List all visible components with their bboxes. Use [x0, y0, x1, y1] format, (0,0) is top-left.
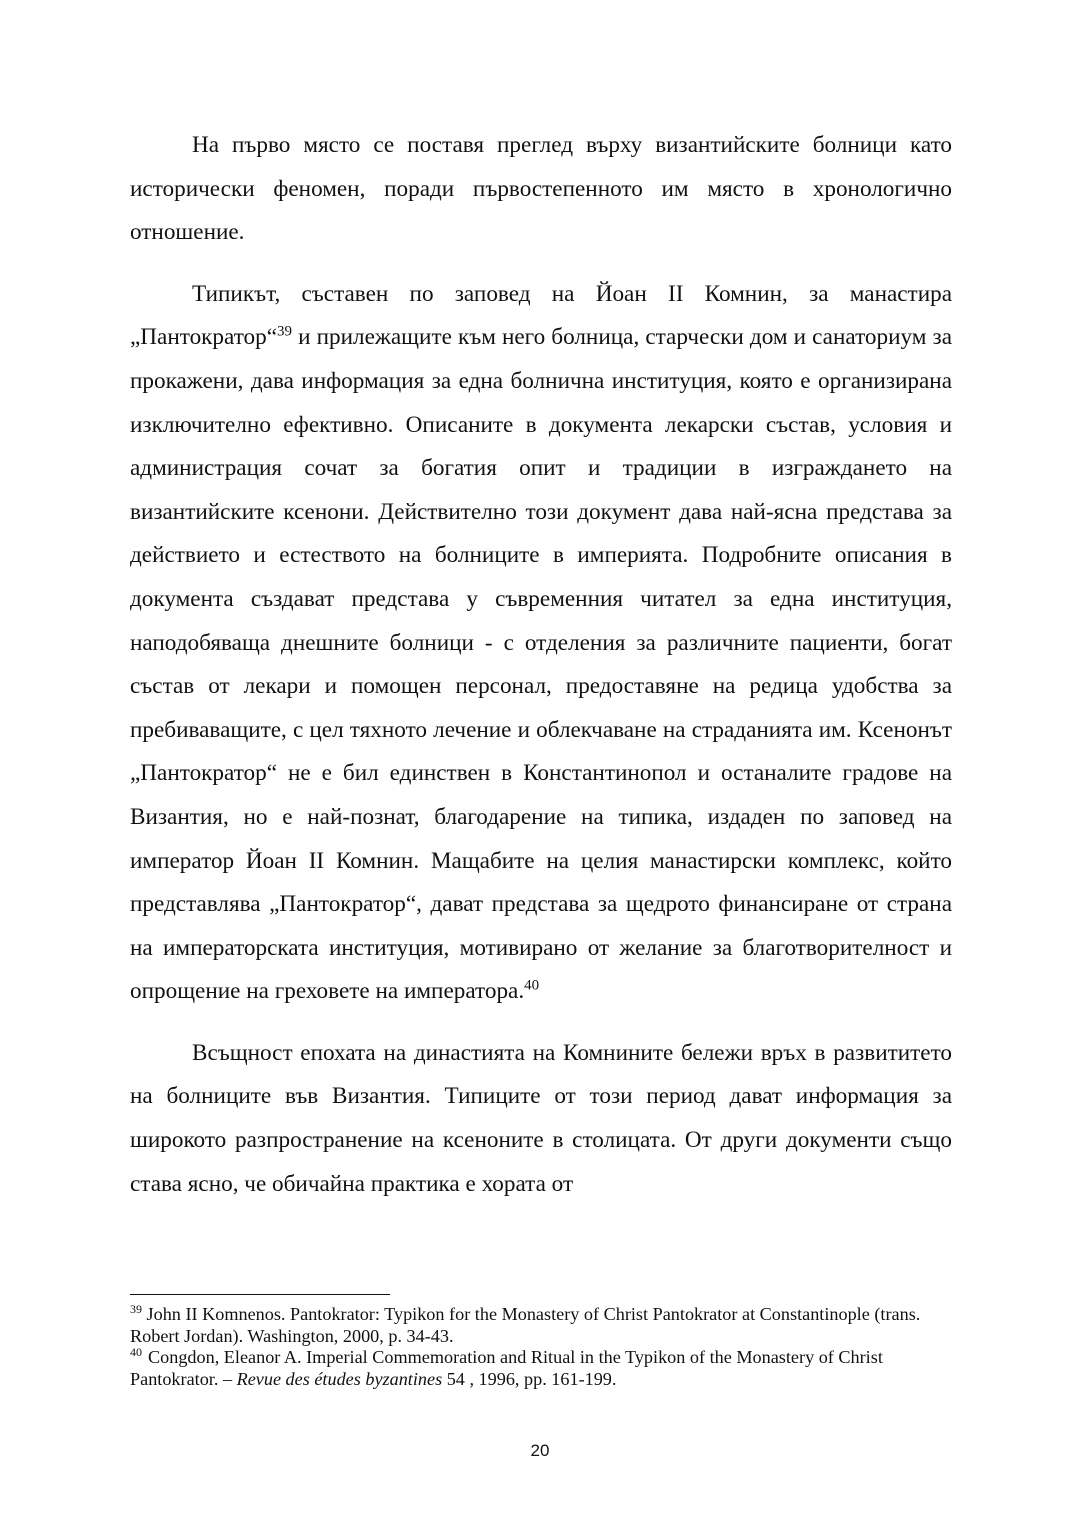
paragraph-2-text-start: Типикът, съставен по заповед на Йоан II Комнин, за манастира „Пантократор“: [130, 280, 952, 351]
footnote-40-number: 40: [130, 1344, 142, 1359]
footnotes: [130, 1301, 952, 1390]
footnote-separator: [130, 1294, 390, 1295]
body-text: [130, 124, 952, 1224]
footnote-ref-39[interactable]: 39: [277, 323, 293, 340]
paragraph-3: [130, 1032, 952, 1206]
footnote-40-text-start: Congdon, Eleanor A. Imperial Commemoration and Ritual in the Typikon of the Monastery of Christ Pantokrator. –: [130, 1347, 883, 1389]
paragraph-2-text-end: и прилежащите към него болница, старчески дом и санаториум за прокажени, дава информация за една болнична институция, която е организирана изключително ефективно. Описаните в документа лекарски състав, условия и администрация сочат за богатия опит и традиции в изграждането на византийските ксенони. Действително този документ дава най-ясна представа за действието и естеството на болниците в империята. Подробните описания в документа създават представа у съвременния читател за една институция, наподобяваща днешните болници - с отделения за различните пациенти, богат състав от лекари и помощен персонал, предоставяне на редица удобства за пребиваващите, с цел тяхното лечение и облекчаване на страданията им. Ксенонът „Пантократор“ не е бил единствен в Константинопол и останалите градове на Византия, но е най-познат, благодарение на типика, издаден по заповед на император Йоан II Комнин. Мащабите на целия манастирски комплекс, който представлява „Пантократор“, дават представа за щедрото финансиране от страна на императорската институция, мотивирано от желание за благотворителност и опрощение на греховете на императора.: [130, 324, 952, 1005]
footnote-40-text-end: 54 , 1996, pp. 161-199.: [442, 1368, 617, 1389]
paragraph-1: [130, 124, 952, 255]
footnote-40-journal: Revue des études byzantines: [236, 1368, 443, 1389]
footnote-39-number: 39: [130, 1301, 142, 1316]
page-number: 20: [530, 1441, 550, 1460]
paragraph-3-text: Всъщност епохата на династията на Комнините бележи връх в развититето на болниците във Византия. Типиците от този период дават информация за широкото разпространение на ксеноните в столицата. От други документи също става ясно, че обичайна практика е хората от: [130, 1039, 952, 1197]
paragraph-1-text: На първо място се поставя преглед върху византийските болници като исторически феномен, поради първостепенното им място в хронологично отношение.: [130, 132, 952, 246]
footnote-40: [130, 1344, 952, 1390]
footnote-39-text: John II Komnenos. Pantokrator: Typikon for the Monastery of Christ Pantokrator at Constantinople (trans. Robert Jordan). Washington, 2000, p. 34-43.: [130, 1304, 921, 1346]
paragraph-2: [130, 273, 952, 1014]
footnote-39: [130, 1301, 952, 1347]
footnote-ref-40[interactable]: 40: [524, 977, 540, 994]
